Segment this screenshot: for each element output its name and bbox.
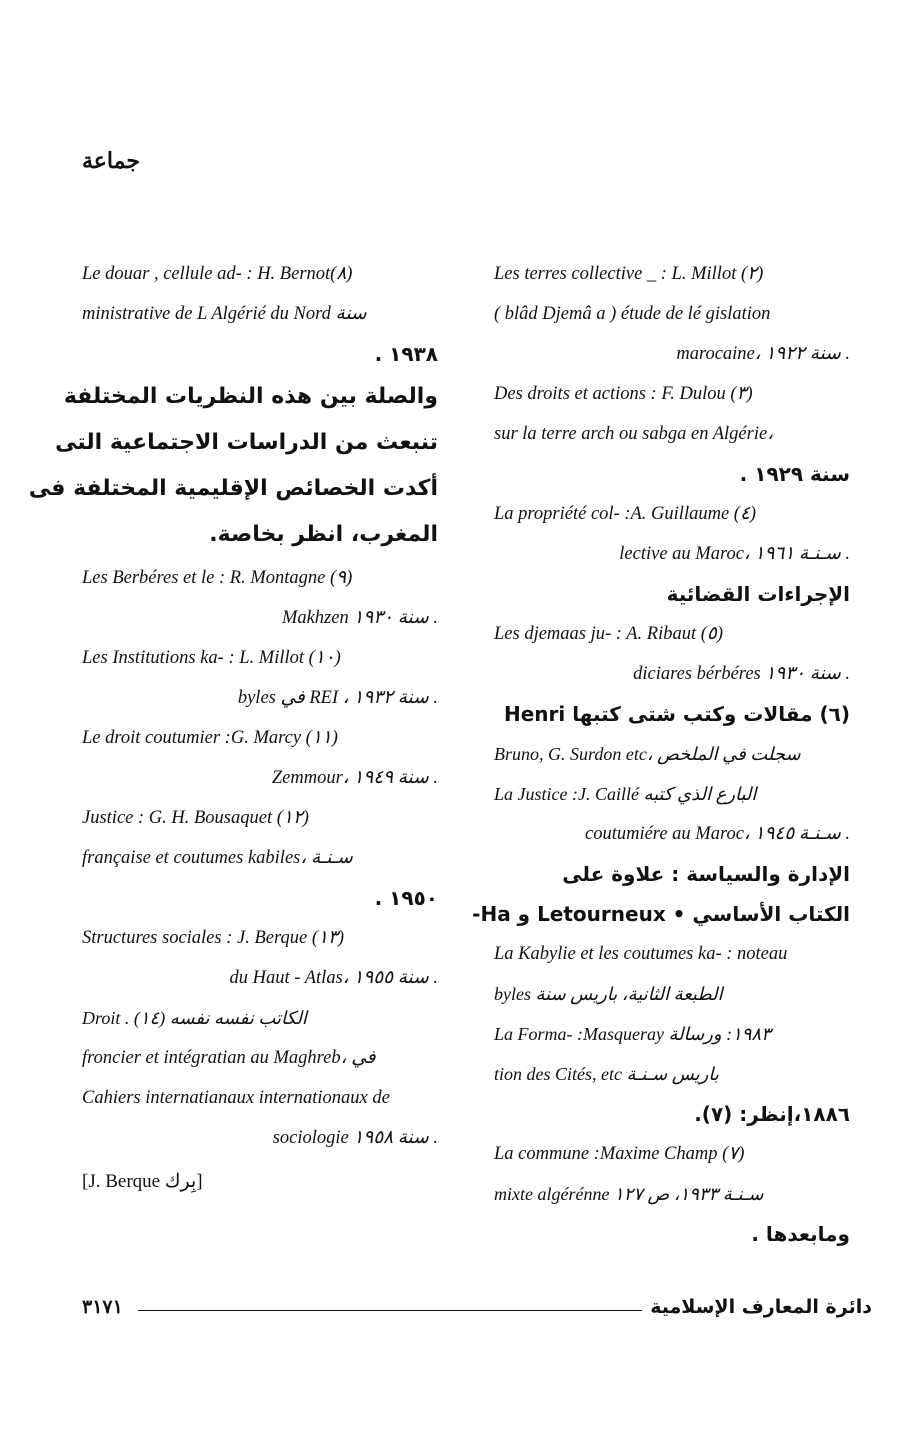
text-line: Le douar , cellule ad- : H. Bernot(٨) [82,264,353,284]
subheading: الإجراءات القضائية [666,582,850,606]
footer-title: دائرة المعارف الإسلامية [650,1296,872,1318]
text-line: ١٨٨٦،إنظر: (٧). [694,1102,850,1126]
text-line: الإدارة والسياسة : علاوة على [562,862,850,886]
text-line: mixte algérénne سـنـة ١٩٣٣، ص ١٢٧ [494,1184,764,1204]
text-line: La Forma- :Masqueray ١٩٨٣: ورسالة [494,1024,771,1044]
text-line: (٦) مقالات وكتب شتى كتبها Henri [504,702,850,726]
text-line: الكتاب الأساسي • Letourneux و Ha- [472,902,850,926]
text-line: Cahiers internatianaux internationaux de [82,1088,390,1108]
text-line: Le droit coutumier :G. Marcy (١١) [82,728,338,748]
text-line: Makhzen سنة ١٩٣٠ . [281,608,438,628]
text-line: أكدت الخصائص الإقليمية المختلفة فى [28,476,438,501]
text-line: ministrative de L Algérié du Nord سنة [82,304,367,324]
text-line: Les terres collective _ : L. Millot (٢) [494,264,764,284]
text-line: froncier et intégratian au Maghreb، في [82,1048,376,1068]
page-footer [82,1296,872,1326]
text-line: Bruno, G. Surdon etc، سجلت في الملخص [494,744,801,764]
text-line: La commune :Maxime Champ (٧) [494,1144,745,1164]
text-line: coutumiére au Maroc، سـنـة ١٩٤٥ . [585,824,850,844]
text-line: Structures sociales : J. Berque (١٣) [82,928,345,948]
text-line: La Justice :J. Caillé البارع الذي كتبه [494,784,757,804]
text-line: ١٩٣٨ . [374,342,438,366]
text-line: La Kabylie et les coutumes ka- : noteau [494,944,788,964]
text-line: Droit . (١٤) الكاتب نفسه نفسه [82,1008,307,1028]
author-signature: [J. Berque بِرك] [82,1171,203,1192]
text-line: Les Berbéres et le : R. Montagne (٩) [82,568,353,588]
text-line: du Haut - Atlas، سنة ١٩٥٥ . [229,968,438,988]
text-line: سنة ١٩٢٩ . [739,462,850,486]
page-number: ٣١٧١ [82,1297,123,1318]
text-line: Les Institutions ka- : L. Millot (١٠) [82,648,341,668]
text-line: Zemmour، سنة ١٩٤٩ . [271,768,438,788]
text-line: ١٩٥٠ . [374,886,438,910]
footer-rule [138,1310,642,1311]
text-line: byles في REI ، سنة ١٩٣٢ . [237,688,438,708]
text-line: Des droits et actions : F. Dulou (٣) [494,384,753,404]
text-line: byles الطبعة الثانية، باريس سنة [494,984,723,1004]
text-line: ( blâd Djemâ a ) étude de lé gislation [494,304,771,324]
text-line: sociologie سنة ١٩٥٨ . [272,1128,438,1148]
right-column [472,254,850,1254]
text-line: Justice : G. H. Bousaquet (١٢) [82,808,309,828]
text-line: والصلة بين هذه النظريات المختلفة [63,384,438,409]
text-line: sur la terre arch ou sabga en Algérie، [494,424,774,444]
left-column [28,254,438,1202]
text-line: La propriété col- :A. Guillaume (٤) [494,504,757,524]
text-line: diciares bérbéres سنة ١٩٣٠ . [633,664,850,684]
text-line: marocaine، سنة ١٩٢٢ . [676,344,850,364]
text-line: المغرب، انظر بخاصة. [209,522,438,547]
page-header-title: جماعة [82,148,140,173]
text-line: lective au Maroc، سـنـة ١٩٦١ . [619,544,850,564]
text-line: française et coutumes kabiles، سـنـة [82,848,353,868]
text-line: Les djemaas ju- : A. Ribaut (٥) [494,624,724,644]
text-line: ومابعدها . [751,1222,850,1246]
text-line: tion des Cités, etc باريس سـنـة [494,1064,719,1084]
text-line: تنبعث من الدراسات الاجتماعية التى [55,430,438,455]
